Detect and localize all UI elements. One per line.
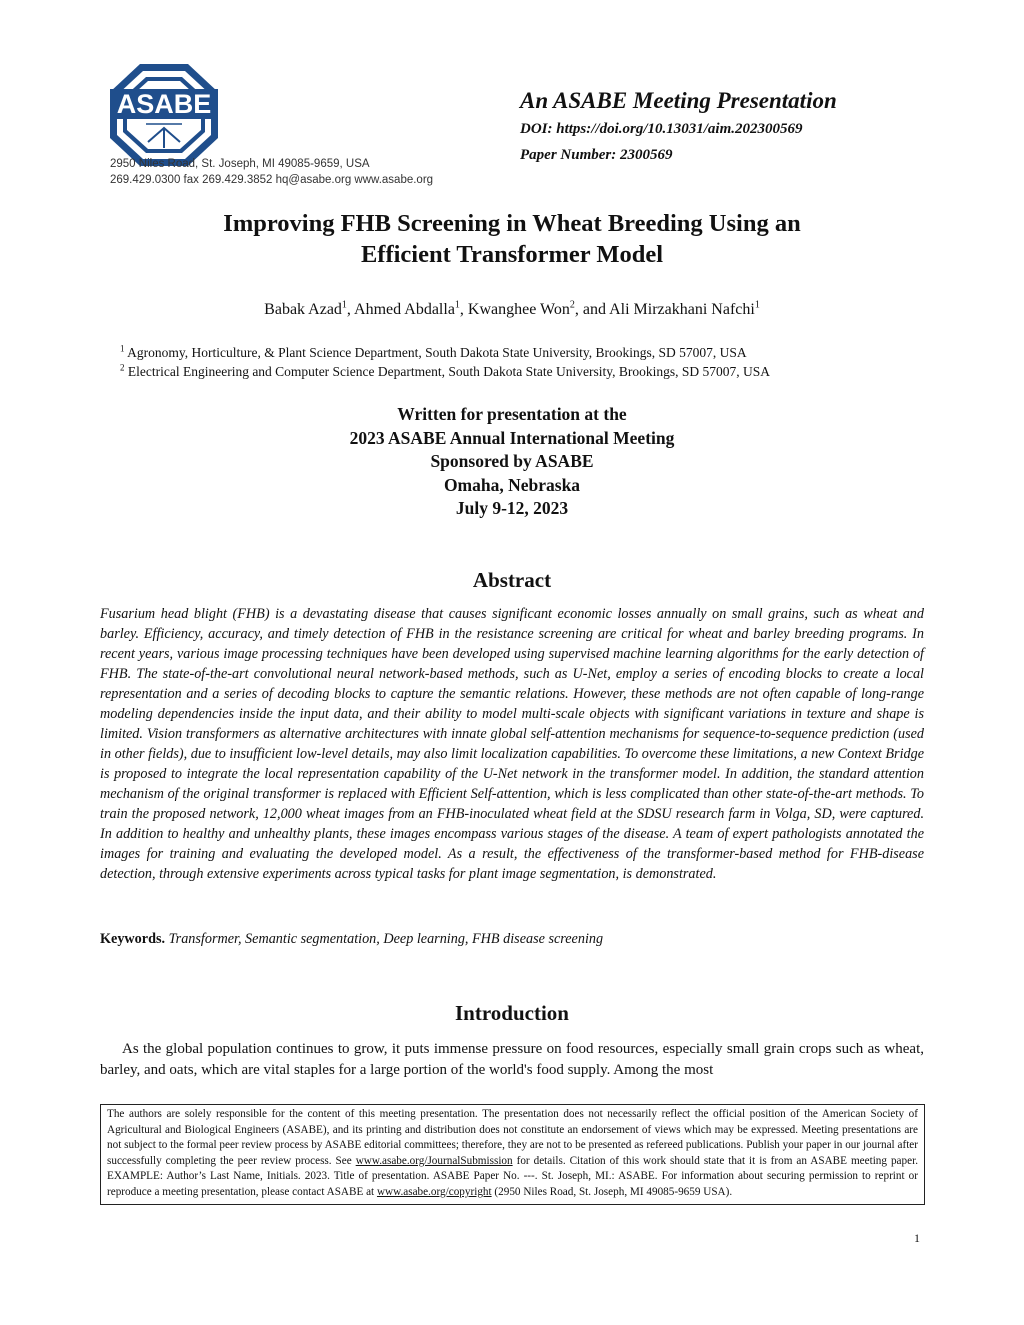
introduction-text: As the global population continues to grow, it puts immense pressure on food resources, especially small grain crops such as wheat, barley, and oats, which are vital staples for a large portion of the world's food supply. Among the most — [100, 1041, 924, 1078]
author-separator: , and — [574, 301, 610, 318]
abstract-heading: Abstract — [472, 568, 552, 592]
affiliation-text: Agronomy, Horticulture, & Plant Science Department, South Dakota State University, Brookings, SD 57007, USA — [127, 345, 747, 360]
address-line-1: 2950 Niles Road, St. Joseph, MI 49085-9659, USA — [110, 158, 370, 170]
presentation-label: An ASABE Meeting Presentation — [520, 88, 837, 113]
author-affil-sup: 1 — [454, 299, 460, 311]
address-line-2: 269.429.0300 fax 269.429.3852 hq@asabe.org www.asabe.org — [110, 174, 434, 186]
author-name: Ali Mirzakhani Nafchi — [609, 301, 755, 318]
meeting-line-5: July 9-12, 2023 — [455, 498, 569, 518]
author-affil-sup: 2 — [569, 299, 575, 311]
author-separator: , — [346, 301, 355, 318]
title-line-1: Improving FHB Screening in Wheat Breeding Using an — [223, 210, 801, 237]
disclaimer-part-1: The authors are solely responsible for the content of this meeting presentation. The presentation does not necessarily reflect the official position of the American Society of Agricultural and Biological Engineers (ASABE), and its printing and distribution does not constitute an endorsement of views which may be expressed. Meeting presentations are not subject to the formal peer review process by ASABE editorial committees; therefore, they are not to be presented as refereed publications. Publish your paper in our journal after successfully completing the peer review process. See — [107, 1108, 918, 1167]
author-name: Ahmed Abdalla — [354, 301, 455, 318]
affiliation-2 — [120, 364, 770, 380]
author-name: Babak Azad — [264, 301, 342, 318]
keywords-line — [100, 931, 924, 948]
disclaimer-part-3: (2950 Niles Road, St. Joseph, MI 49085-9659 USA). — [491, 1185, 733, 1198]
meeting-line-4: Omaha, Nebraska — [443, 474, 581, 495]
disclaimer-part-2: for details. Citation of this work should state that it is from an ASABE meeting paper. EXAMPLE: Author’s Last Name, Initials. 2023. Title of presentation. ASABE Paper No. ---. St. Joseph, MI.: ASABE. For information about securing permission to reprint or reproduce a meeting presentation, please contact ASABE at — [107, 1154, 918, 1198]
journal-submission-link[interactable]: www.asabe.org/JournalSubmission — [355, 1154, 513, 1167]
affiliation-sup: 2 — [120, 362, 125, 373]
author-affil-sup: 1 — [341, 299, 347, 311]
keywords-text: Transformer, Semantic segmentation, Deep learning, FHB disease screening — [168, 931, 604, 947]
doi-text[interactable]: DOI: https://doi.org/10.13031/aim.202300569 — [520, 121, 803, 137]
asabe-logo-emblem — [108, 62, 220, 168]
keywords-label: Keywords. — [100, 931, 166, 947]
affiliation-text: Electrical Engineering and Computer Science Department, South Dakota State University, Brookings, SD 57007, USA — [127, 364, 770, 379]
paper-title — [0, 208, 1024, 270]
author-list — [0, 301, 1024, 319]
meeting-line-2: 2023 ASABE Annual International Meeting — [349, 427, 675, 448]
affiliation-sup: 1 — [120, 343, 125, 354]
meeting-line-3: Sponsored by ASABE — [430, 451, 594, 471]
author-affil-sup: 1 — [754, 299, 760, 311]
page-number: 1 — [914, 1231, 920, 1245]
meeting-info — [0, 403, 1024, 521]
affiliation-1 — [120, 345, 747, 361]
disclaimer-box — [100, 1104, 925, 1205]
introduction-heading: Introduction — [455, 1001, 569, 1025]
abstract-text: Fusarium head blight (FHB) is a devastating disease that causes significant economic losses annually on small grains, such as wheat and barley. Efficiency, accuracy, and timely detection of FHB in the resistance screening are critical for wheat and barley breeding programs. In recent years, various image processing techniques have been developed using supervised machine learning algorithms for the early detection of FHB. The state-of-the-art convolutional neural network-based methods, such as U-Net, employ a series of encoding blocks to create a local representation and a series of decoding blocks to capture the semantic relations. However, these methods are not often capable of long-range modeling dependencies inside the input data, and their ability to model multi-scale objects with significant variations in texture and shape is limited. Vision transformers as alternative architectures with innate global self-attention mechanisms for sequence-to-sequence prediction (used in other fields), due to insufficient low-level details, may also limit localization capabilities. To overcome these limitations, a new Context Bridge is proposed to integrate the local representation capability of the U-Net network in the transformer model. In addition, the standard attention mechanism of the original transformer is replaced with Efficient Self-attention, which is less complicated than other state-of-the-art methods. To train the proposed network, 12,000 wheat images from an FHB-inoculated wheat field at the SDSU research farm in Volga, SD, were captured. In addition to healthy and unhealthy plants, these images encompass various stages of the disease. A team of expert pathologists annotated the images for training and evaluating the developed model. As a result, the effectiveness of the transformer-based method for FHB-disease detection, through extensive experiments across typical tasks for plant image segmentation, is demonstrated. — [100, 606, 924, 882]
paper-number: Paper Number: 2300569 — [520, 147, 673, 163]
author-name: Kwanghee Won — [467, 301, 570, 318]
copyright-link[interactable]: www.asabe.org/copyright — [376, 1185, 492, 1198]
author-separator: , — [459, 301, 468, 318]
title-line-2: Efficient Transformer Model — [360, 241, 664, 268]
asabe-logo — [108, 62, 220, 168]
meeting-line-1: Written for presentation at the — [397, 404, 627, 424]
logo-text: ASABE — [116, 89, 212, 119]
